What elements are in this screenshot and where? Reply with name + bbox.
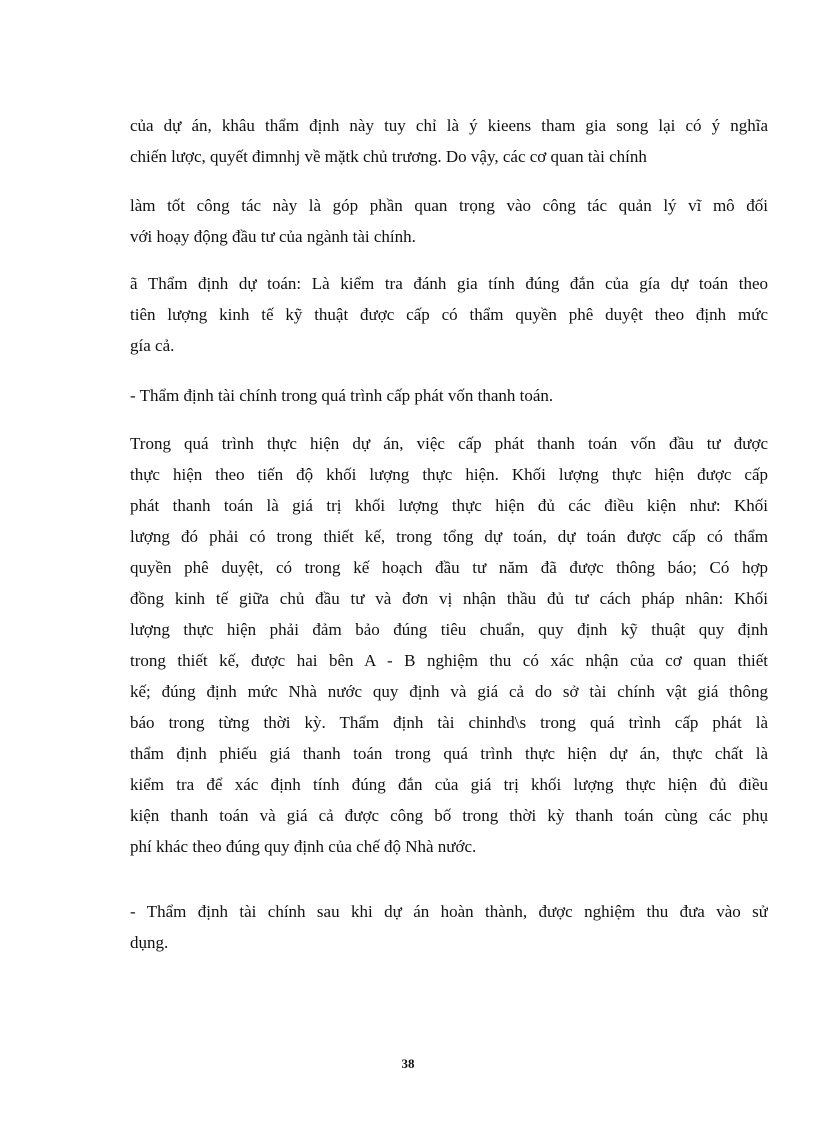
paragraph-1 — [130, 110, 768, 172]
paragraph-5 — [130, 428, 768, 862]
text-line: lượng thực hiện phải đảm bảo đúng tiêu chuẩn, quy định kỹ thuật quy định — [130, 620, 768, 639]
text-line: thực hiện theo tiến độ khối lượng thực hiện. Khối lượng thực hiện được cấp — [130, 465, 768, 484]
paragraph-3 — [130, 268, 768, 361]
text-line: phát thanh toán là giá trị khối lượng thực hiện đủ các điều kiện như: Khối — [130, 496, 768, 515]
text-line: làm tốt công tác này là góp phần quan trọng vào công tác quản lý vĩ mô đối — [130, 196, 768, 215]
text-line: - Thẩm định tài chính trong quá trình cấp phát vốn thanh toán. — [130, 386, 554, 405]
text-line: Trong quá trình thực hiện dự án, việc cấp phát thanh toán vốn đầu tư được — [130, 434, 768, 453]
text-line: lượng đó phải có trong thiết kế, trong tổng dự toán, dự toán được cấp có thẩm — [130, 527, 768, 546]
text-line: dụng. — [130, 933, 169, 952]
text-line: kiểm tra để xác định tính đúng đắn của giá trị khối lượng thực hiện đủ điều — [130, 775, 768, 794]
text-line: chiến lược, quyết đimnhj về mặtk chủ trương. Do vậy, các cơ quan tài chính — [130, 147, 647, 166]
text-line: với hoạy động đầu tư của ngành tài chính. — [130, 227, 416, 246]
text-line: báo trong từng thời kỳ. Thẩm định tài chinhd\s trong quá trình cấp phát là — [130, 713, 768, 732]
text-line: thẩm định phiếu giá thanh toán trong quá trình thực hiện dự án, thực chất là — [130, 744, 768, 763]
paragraph-6 — [130, 896, 768, 958]
text-line: - Thẩm định tài chính sau khi dự án hoàn thành, được nghiệm thu đưa vào sử — [130, 902, 768, 921]
text-line: đồng kinh tế giữa chủ đầu tư và đơn vị nhận thầu đủ tư cách pháp nhân: Khối — [130, 589, 768, 608]
paragraph-4 — [130, 380, 768, 411]
text-line: kế; đúng định mức Nhà nước quy định và giá cả do sở tài chính vật giá thông — [130, 682, 768, 701]
text-line: tiên lượng kinh tế kỹ thuật được cấp có thẩm quyền phê duyệt theo định mức — [130, 305, 768, 324]
text-line: ã Thẩm định dự toán: Là kiểm tra đánh gia tính đúng đắn của gía dự toán theo — [130, 274, 768, 293]
text-line: quyền phê duyệt, có trong kế hoạch đầu tư năm đã được thông báo; Có hợp — [130, 558, 768, 577]
paragraph-2 — [130, 190, 768, 252]
text-line: phí khác theo đúng quy định của chế độ Nhà nước. — [130, 837, 477, 856]
text-line: gía cả. — [130, 336, 175, 355]
text-line: kiện thanh toán và giá cả được công bố trong thời kỳ thanh toán cùng các phụ — [130, 806, 768, 825]
page-number: 38 — [401, 1056, 415, 1071]
text-line: của dự án, khâu thẩm định này tuy chỉ là ý kieens tham gia song lại có ý nghĩa — [130, 116, 768, 135]
text-line: trong thiết kế, được hai bên A - B nghiệm thu có xác nhận của cơ quan thiết — [130, 651, 768, 670]
